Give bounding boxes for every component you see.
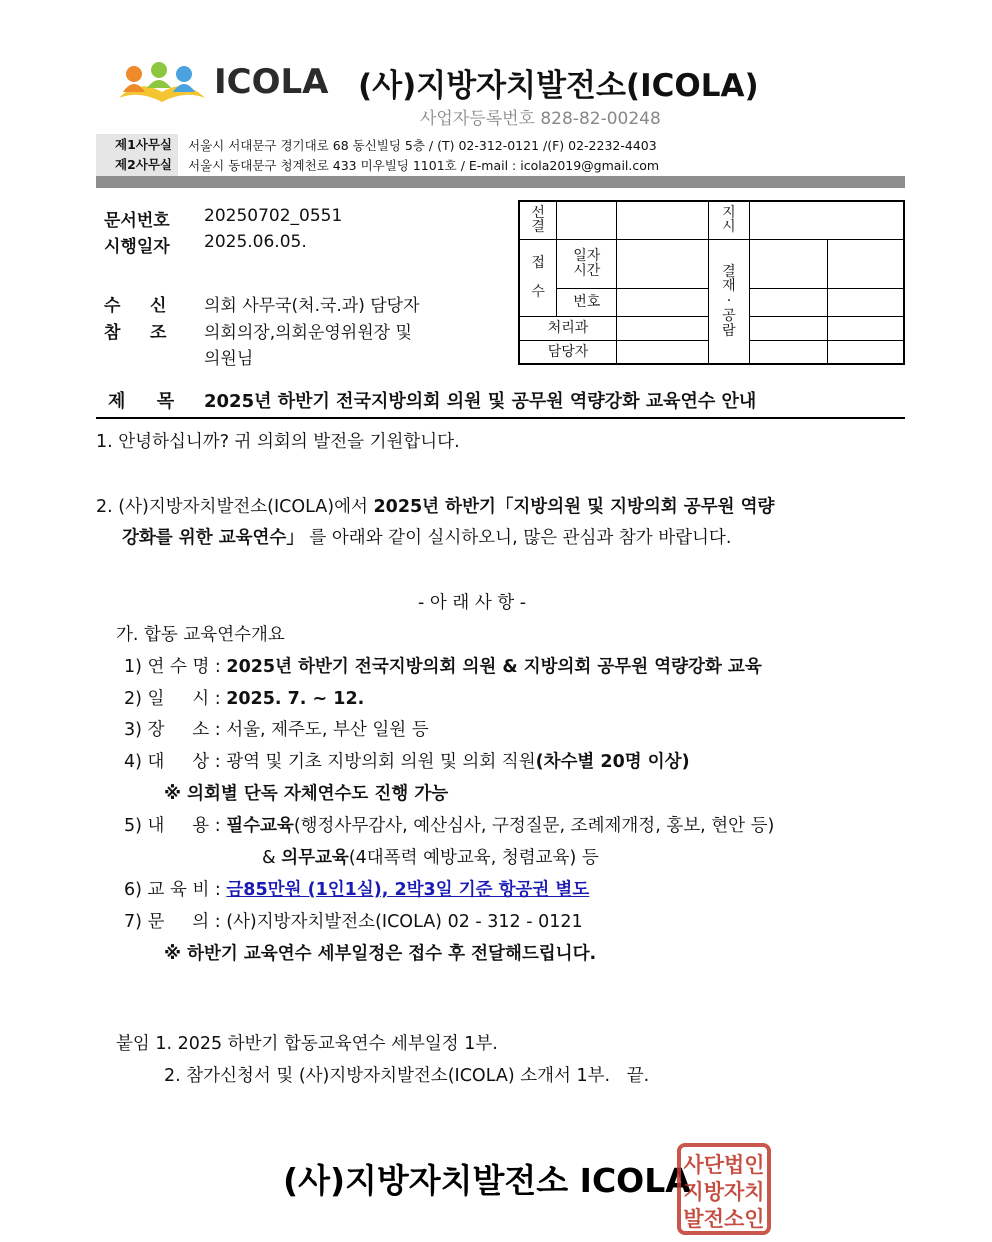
approval-label-department: 처리과 bbox=[519, 316, 617, 340]
item-fee: 6) 교 육 비 : 금85만원 (1인1실), 2박3일 기준 항공권 별도 bbox=[124, 880, 590, 900]
item-target: 4) 대 상 : 광역 및 기초 지방의회 의원 및 의회 직원(차수별 20명 이상) bbox=[124, 752, 690, 772]
issue-date: 2025.06.05. bbox=[204, 232, 307, 252]
approval-cell bbox=[617, 316, 708, 340]
item-content: 5) 내 용 : 필수교육(행정사무감사, 예산심사, 구정질문, 조례제개정, 홍보, 현안 등) bbox=[124, 816, 775, 836]
office-1-row bbox=[96, 134, 905, 156]
approval-cell bbox=[827, 341, 904, 364]
section-heading: 가. 합동 교육연수개요 bbox=[116, 625, 285, 645]
subject-text: 2025년 하반기 전국지방의회 의원 및 공무원 역량강화 교육연수 안내 bbox=[204, 391, 757, 412]
note-schedule: ※ 하반기 교육연수 세부일정은 접수 후 전달해드립니다. bbox=[164, 944, 597, 964]
fee-link[interactable]: 금85만원 (1인1실), 2박3일 기준 항공권 별도 bbox=[226, 880, 590, 900]
approval-cell bbox=[827, 239, 904, 288]
doc-number: 20250702_0551 bbox=[204, 206, 343, 226]
official-seal-icon bbox=[676, 1142, 772, 1236]
item-location: 3) 장 소 : 서울, 제주도, 부산 일원 등 bbox=[124, 720, 429, 740]
office-2-label: 제2사무실 bbox=[96, 154, 178, 176]
notice-heading: - 아 래 사 항 - bbox=[418, 593, 527, 613]
item-content-line-2: & 의무교육(4대폭력 예방교육, 청렴교육) 등 bbox=[262, 848, 599, 868]
item-inquiry: 7) 문 의 : (사)지방자치발전소(ICOLA) 02 - 312 - 0121 bbox=[124, 912, 583, 932]
svg-text:발전소인: 발전소인 bbox=[683, 1207, 765, 1231]
approval-cell bbox=[617, 201, 708, 239]
org-title: (사)지방자치발전소(ICOLA) bbox=[358, 68, 759, 104]
paragraph-1: 1. 안녕하십니까? 귀 의회의 발전을 기원합니다. bbox=[96, 432, 460, 452]
paragraph-2-line-2: 강화를 위한 교육연수」 를 아래와 같이 실시하오니, 많은 관심과 참가 바랍니다. bbox=[122, 528, 732, 548]
approval-label-jeobsu: 접 수 bbox=[519, 239, 557, 316]
logo-text: ICOLA bbox=[214, 62, 329, 102]
approval-cell bbox=[617, 239, 708, 288]
office-2-address: 서울시 동대문구 청계천로 433 미우빌딩 1101호 / E-mail : icola2019@gmail.com bbox=[188, 158, 660, 173]
item-course-name: 1) 연 수 명 : 2025년 하반기 전국지방의회 의원 & 지방의회 공무원 역량강화 교육 bbox=[124, 657, 762, 677]
svg-text:사단법인: 사단법인 bbox=[683, 1153, 765, 1177]
recipient-label: 수 신 bbox=[104, 296, 167, 316]
approval-label-gyeoljae: 결 재 · 공 람 bbox=[708, 239, 750, 364]
approval-cell bbox=[827, 316, 904, 340]
approval-cell bbox=[557, 201, 617, 239]
approval-cell bbox=[617, 341, 708, 364]
approval-cell bbox=[750, 316, 828, 340]
reference-label: 참 조 bbox=[104, 323, 167, 343]
header-divider bbox=[96, 176, 905, 188]
approval-label-date-time: 일자 시간 bbox=[557, 239, 617, 288]
approval-box bbox=[518, 200, 905, 365]
reference-line-2: 의원님 bbox=[204, 349, 254, 369]
note-self-training: ※ 의회별 단독 자체연수도 진행 가능 bbox=[164, 784, 449, 804]
approval-cell bbox=[750, 201, 904, 239]
subject-divider bbox=[96, 417, 905, 419]
approval-cell bbox=[617, 288, 708, 316]
approval-cell bbox=[750, 239, 828, 288]
approval-label-seongyeol: 선 결 bbox=[519, 201, 557, 239]
doc-number-label: 문서번호 bbox=[104, 211, 170, 231]
footer-org-name: (사)지방자치발전소 ICOLA bbox=[283, 1161, 691, 1200]
item-schedule: 2) 일 시 : 2025. 7. ~ 12. bbox=[124, 689, 365, 709]
office-1-address: 서울시 서대문구 경기대로 68 동신빌딩 5층 / (T) 02-312-0121 /(F) 02-2232-4403 bbox=[188, 138, 657, 153]
reference-line-1: 의회의장,의회운영위원장 및 bbox=[204, 323, 412, 343]
office-1-label: 제1사무실 bbox=[96, 134, 178, 156]
approval-label-number: 번호 bbox=[557, 288, 617, 316]
office-2-row bbox=[96, 154, 905, 176]
approval-cell bbox=[827, 288, 904, 316]
approval-cell bbox=[750, 288, 828, 316]
business-registration-number: 사업자등록번호 828-82-00248 bbox=[420, 109, 661, 129]
approval-label-person-in-charge: 담당자 bbox=[519, 341, 617, 364]
svg-text:지방자치: 지방자치 bbox=[683, 1180, 765, 1204]
date-label: 시행일자 bbox=[104, 237, 170, 257]
attachment-2: 2. 참가신청서 및 (사)지방자치발전소(ICOLA) 소개서 1부. 끝. bbox=[164, 1066, 650, 1086]
recipient: 의회 사무국(처.국.과) 담당자 bbox=[204, 296, 420, 316]
approval-label-jisi: 지 시 bbox=[708, 201, 750, 239]
attachment-1: 붙임 1. 2025 하반기 합동교육연수 세부일정 1부. bbox=[116, 1034, 498, 1054]
approval-cell bbox=[750, 341, 828, 364]
subject-label: 제 목 bbox=[108, 391, 175, 412]
paragraph-2-line-1: 2. (사)지방자치발전소(ICOLA)에서 2025년 하반기「지방의원 및 지방의회 공무원 역량 bbox=[96, 497, 775, 517]
